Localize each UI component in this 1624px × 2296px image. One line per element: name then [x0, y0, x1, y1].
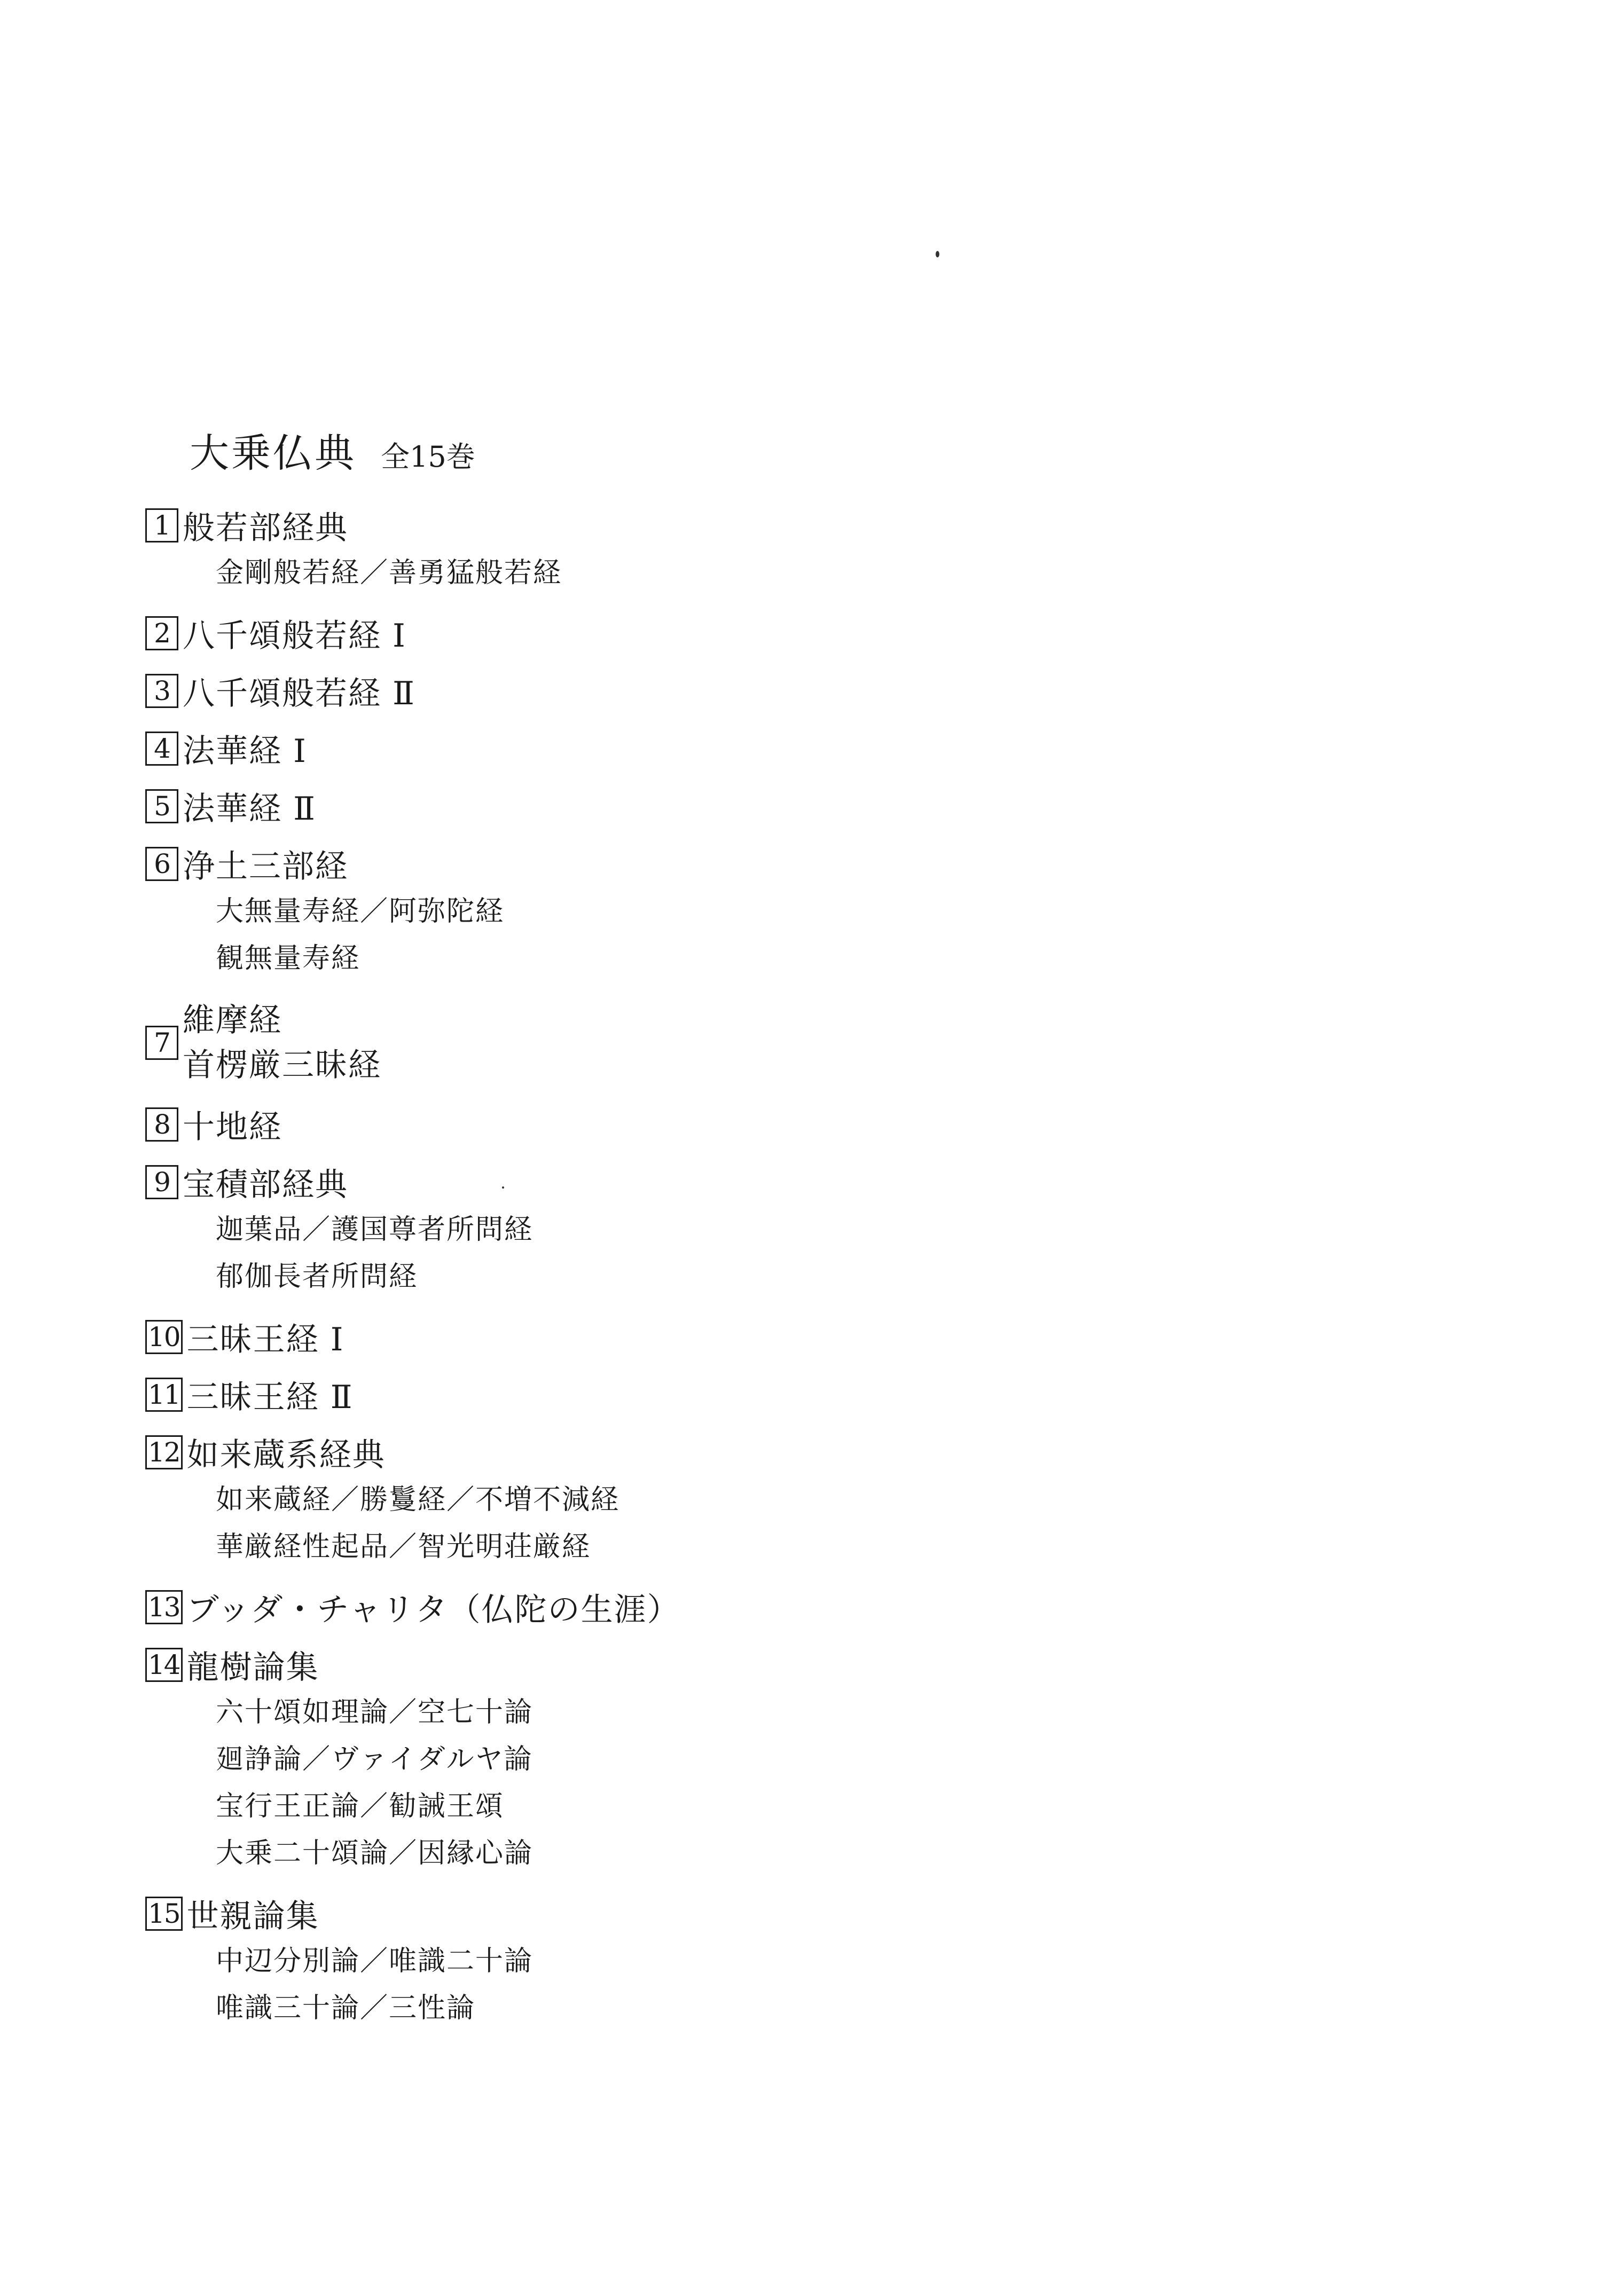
volume-heading [145, 785, 680, 827]
volume-list [145, 505, 680, 2048]
volume-number: 11 [145, 1378, 183, 1412]
volume-title: 維摩経 [183, 1002, 282, 1039]
volume-content-line: 唯識三十論／三性論 [216, 1992, 476, 2024]
volume-contents [216, 888, 680, 982]
volume-content-line: 六十頌如理論／空七十論 [216, 1696, 534, 1728]
volume-content-line: 如来蔵経／勝鬘経／不増不減経 [216, 1484, 620, 1516]
volume-number: 1 [145, 508, 178, 542]
volume-contents [216, 1206, 680, 1300]
volume-content-line: 宝行王正論／勧誡王頌 [216, 1790, 505, 1822]
volume-title: 八千頌般若経 Ⅱ [183, 675, 415, 712]
volume-item [145, 998, 680, 1088]
volume-title: 世親論集 [186, 1898, 319, 1935]
volume-title: 龍樹論集 [186, 1649, 319, 1686]
volume-heading [145, 1316, 680, 1358]
volume-content-line: 郁伽長者所問経 [216, 1261, 418, 1293]
volume-heading [145, 1432, 680, 1473]
volume-item [145, 1161, 680, 1300]
volume-heading [145, 998, 680, 1088]
series-title [190, 422, 475, 478]
volume-heading [145, 1161, 680, 1203]
volume-item [145, 728, 680, 769]
volume-number: 5 [145, 789, 178, 823]
volume-number: 12 [145, 1435, 183, 1469]
volume-titles [183, 998, 381, 1088]
volume-heading [145, 843, 680, 885]
volume-title: 浄土三部経 [183, 848, 348, 885]
volume-content-line: 迦葉品／護国尊者所問経 [216, 1214, 534, 1246]
volume-title: 法華経 Ⅱ [183, 790, 316, 828]
volume-heading [145, 1586, 680, 1628]
series-name: 大乗仏典 [190, 430, 356, 476]
volume-title: 如来蔵系経典 [186, 1436, 386, 1474]
volume-item [145, 843, 680, 982]
volume-item [145, 1374, 680, 1416]
volume-item [145, 1586, 680, 1628]
scan-speck [936, 251, 939, 257]
volume-number: 3 [145, 674, 178, 708]
volume-content-line: 廻諍論／ヴァイダルヤ論 [216, 1743, 533, 1775]
volume-heading [145, 505, 680, 546]
volume-heading [145, 1104, 680, 1145]
volume-number: 6 [145, 847, 178, 881]
volume-item [145, 505, 680, 596]
volume-contents [216, 1476, 680, 1570]
volume-number: 10 [145, 1320, 183, 1354]
volume-heading [145, 670, 680, 712]
volume-contents [216, 1689, 680, 1877]
volume-number: 2 [145, 616, 178, 650]
volume-title: 首楞厳三昧経 [183, 1047, 381, 1084]
volume-contents [216, 1938, 680, 2032]
volume-content-line: 大無量寿経／阿弥陀経 [216, 895, 505, 927]
volume-item [145, 1644, 680, 1877]
volume-content-line: 中辺分別論／唯識二十論 [216, 1945, 534, 1977]
volume-number: 14 [145, 1648, 183, 1682]
volume-number: 13 [145, 1590, 183, 1624]
volume-heading [145, 1374, 680, 1416]
volume-title: 宝積部経典 [183, 1166, 348, 1204]
volume-content-line: 観無量寿経 [216, 942, 360, 974]
volume-content-line: 華厳経性起品／智光明荘厳経 [216, 1531, 591, 1563]
volume-item [145, 1432, 680, 1570]
volume-number: 9 [145, 1165, 178, 1199]
volume-number: 4 [145, 732, 178, 766]
volume-title: 三昧王経 Ⅱ [186, 1379, 354, 1416]
volume-heading [145, 1893, 680, 1935]
volume-heading [145, 728, 680, 769]
volume-title: 八千頌般若経 Ⅰ [183, 617, 406, 655]
volume-number: 7 [145, 1026, 178, 1060]
volume-item [145, 1104, 680, 1145]
volume-title: 般若部経典 [183, 509, 348, 547]
volume-title: 三昧王経 Ⅰ [186, 1321, 344, 1358]
volume-heading [145, 612, 680, 654]
volume-content-line: 大乗二十頌論／因縁心論 [216, 1837, 534, 1869]
volume-title: ブッダ・チャリタ（仏陀の生涯） [186, 1591, 680, 1629]
volume-item [145, 1316, 680, 1358]
volume-contents [216, 549, 680, 596]
volume-content-line: 金剛般若経／善勇猛般若経 [216, 557, 562, 589]
volume-heading [145, 1644, 680, 1686]
volume-item [145, 670, 680, 712]
volume-item [145, 785, 680, 827]
series-volume-count: 全15巻 [381, 440, 475, 474]
volume-title: 十地経 [183, 1108, 282, 1146]
volume-number: 15 [145, 1897, 183, 1931]
volume-number: 8 [145, 1107, 178, 1142]
volume-item [145, 612, 680, 654]
volume-item [145, 1893, 680, 2032]
volume-title: 法華経 Ⅰ [183, 733, 307, 770]
